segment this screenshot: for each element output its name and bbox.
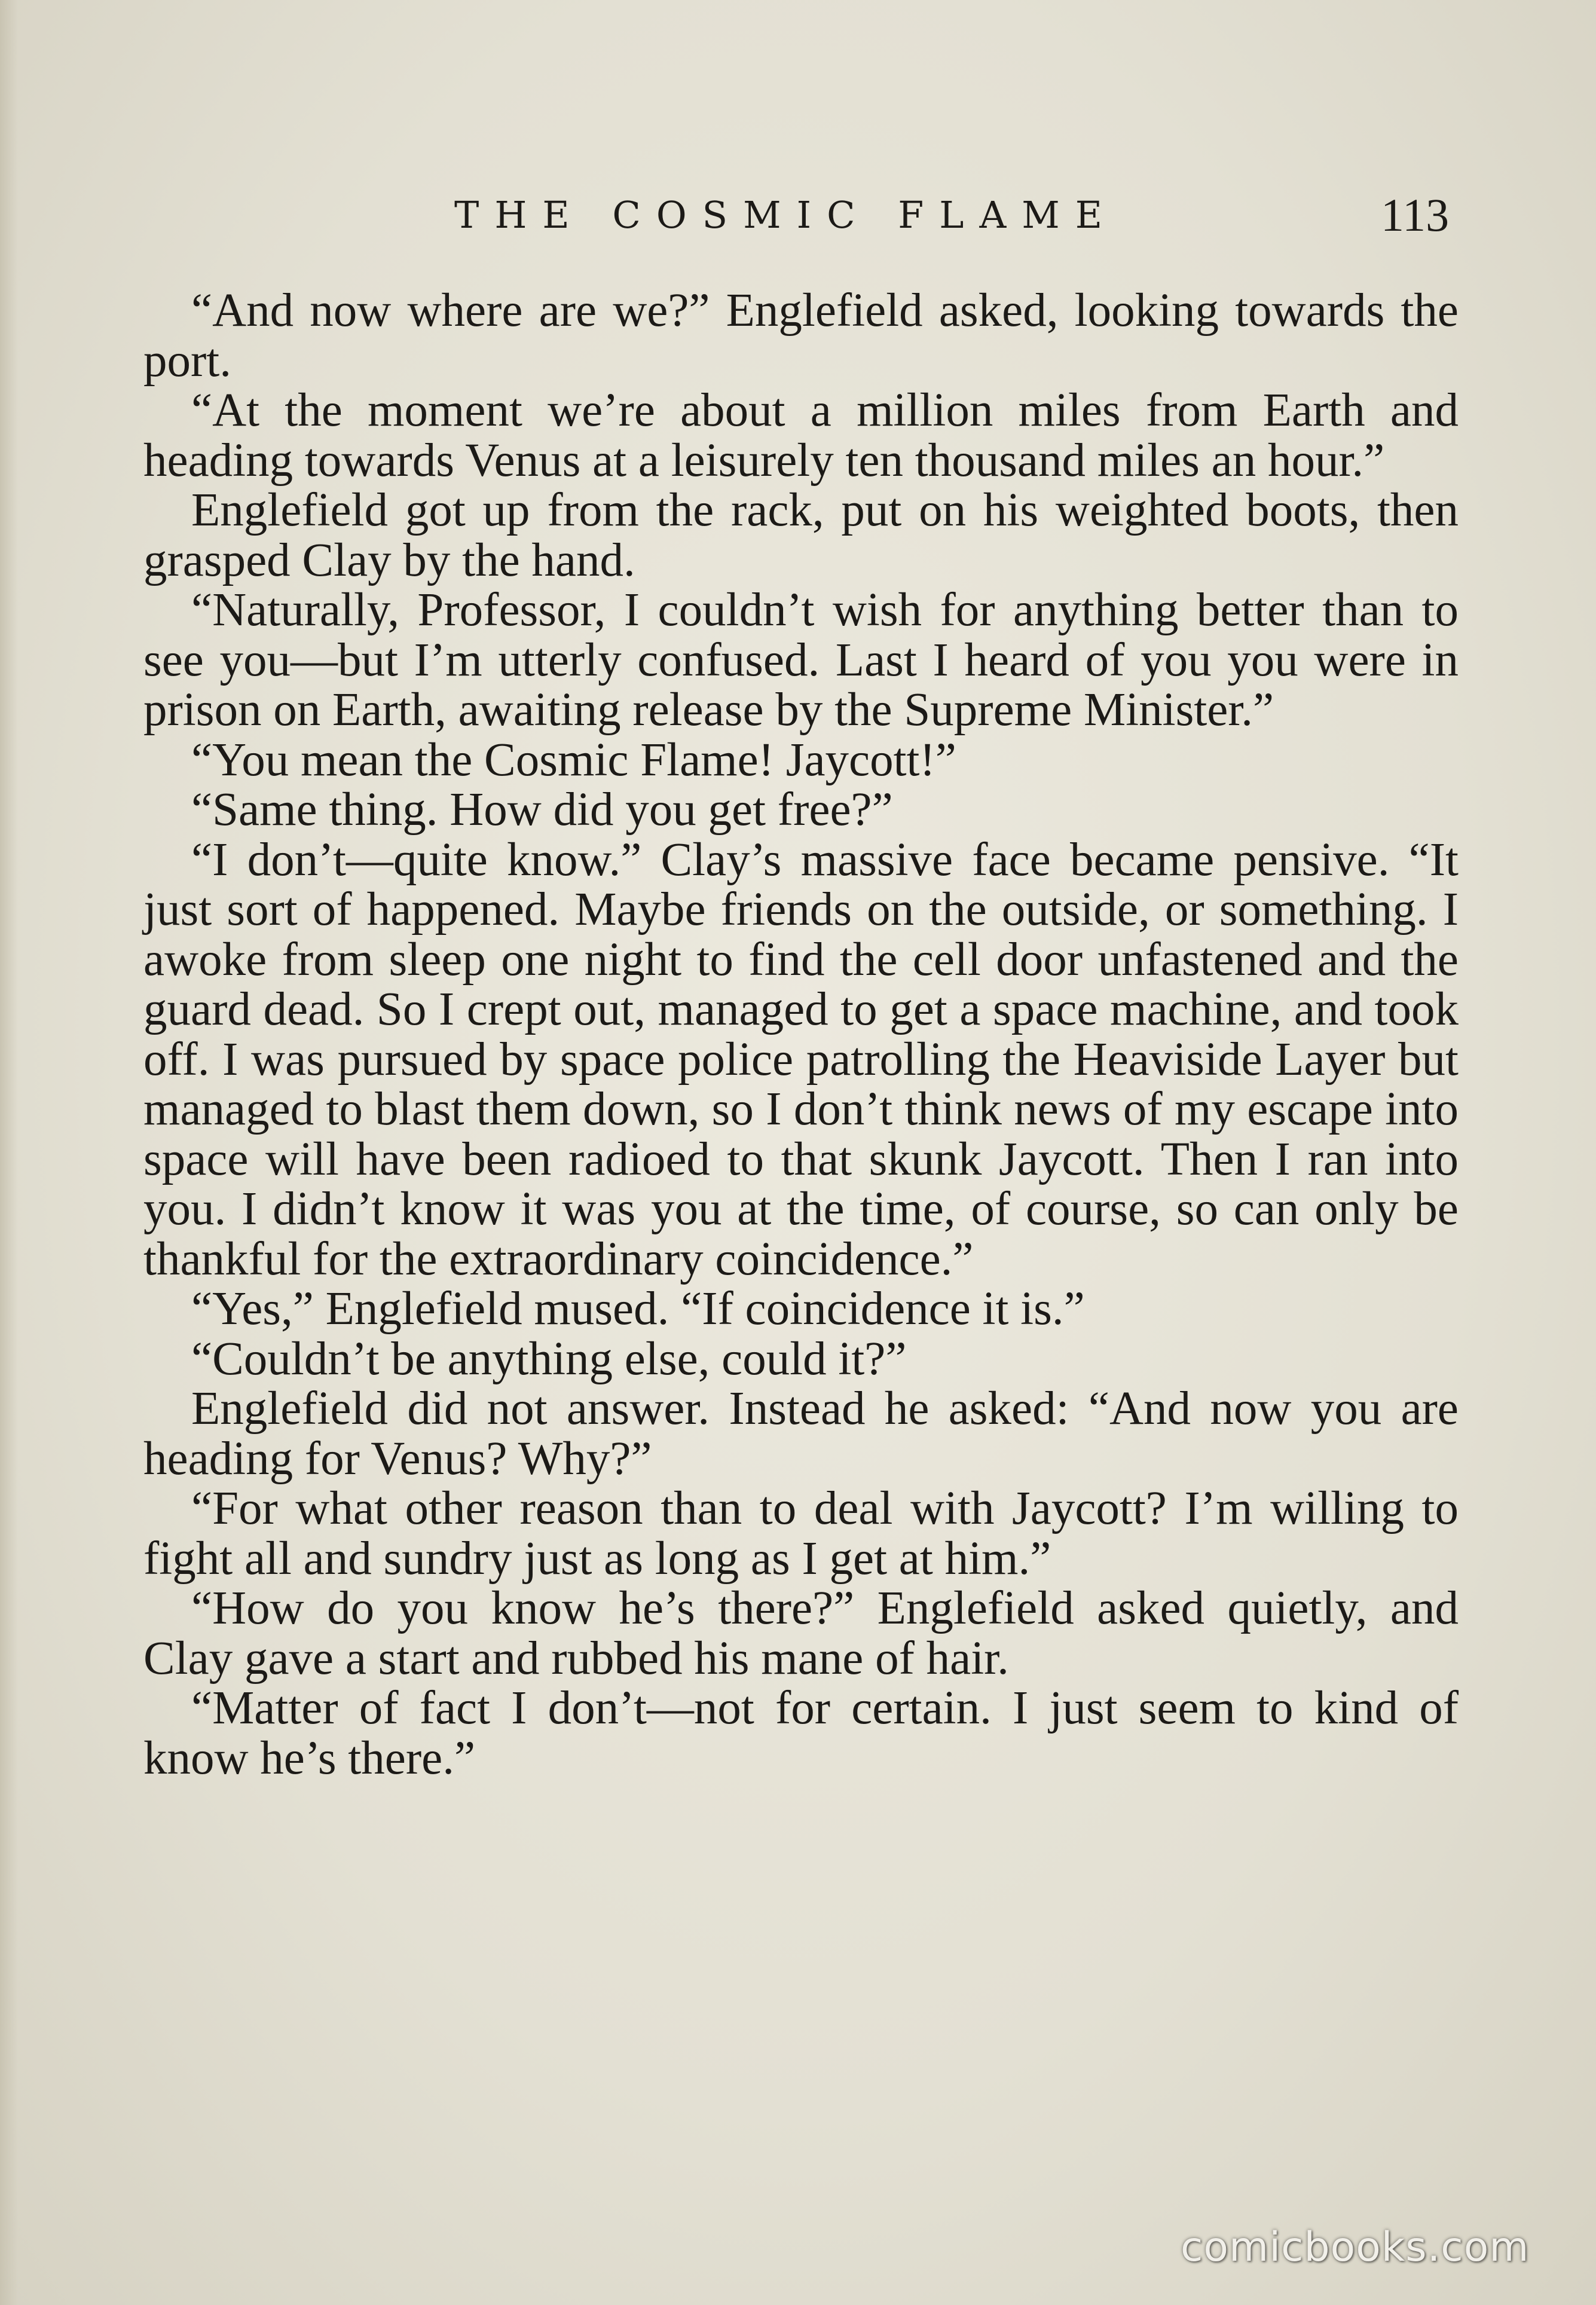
paragraph: Englefield did not answer. Instead he asked: “And now you are heading for Venus? Why?”: [143, 1383, 1459, 1485]
paragraph: “For what other reason than to deal with Jaycott? I’m willing to fight all and sundry just as long as I get at him.”: [143, 1482, 1459, 1585]
paragraph: “Yes,” Englefield mused. “If coincidence it is.”: [191, 1283, 1085, 1335]
paragraph: “Same thing. How did you get free?”: [191, 784, 893, 836]
running-title: THE COSMIC FLAME: [454, 193, 1118, 237]
page-edge-shadow: [0, 0, 18, 2305]
paragraph: Englefield got up from the rack, put on his weighted boots, then grasped Clay by the hand.: [143, 484, 1459, 586]
paragraph: “At the moment we’re about a million miles from Earth and heading towards Venus at a leisurely ten thousand miles an hour.”: [143, 384, 1459, 487]
paragraph: “I don’t—quite know.” Clay’s massive face became pensive. “It just sort of happened. Maybe friends on the outside, or something. I awoke from sleep one night to find the cell door unfastened and the guard dead. So I crept out, managed to get a space machine, and took off. I was pursued by space police patrolling the Heaviside Layer but managed to blast them down, so I don’t think news of my escape into space will have been radioed to that skunk Jaycott. Then I ran into you. I didn’t know it was you at the time, of course, so can only be thankful for the extraordinary coincidence.”: [143, 833, 1459, 1285]
watermark: comicbooks.com: [1181, 2224, 1530, 2271]
paragraph: “You mean the Cosmic Flame! Jaycott!”: [191, 733, 956, 786]
body-text: [143, 286, 1459, 1783]
page-number: 113: [1381, 189, 1450, 241]
paragraph: “Couldn’t be anything else, could it?”: [191, 1332, 907, 1385]
running-head: [0, 188, 1596, 242]
paragraph: “Matter of fact I don’t—not for certain. I just seem to kind of know he’s there.”: [143, 1682, 1459, 1784]
paragraph: “How do you know he’s there?” Englefield asked quietly, and Clay gave a start and rubbed his mane of hair.: [143, 1582, 1459, 1685]
paragraph: “And now where are we?” Englefield asked, looking towards the port.: [143, 285, 1459, 387]
paragraph: “Naturally, Professor, I couldn’t wish for anything better than to see you—but I’m utterly confused. Last I heard of you you were in prison on Earth, awaiting release by the Supreme Minister.”: [143, 584, 1459, 736]
